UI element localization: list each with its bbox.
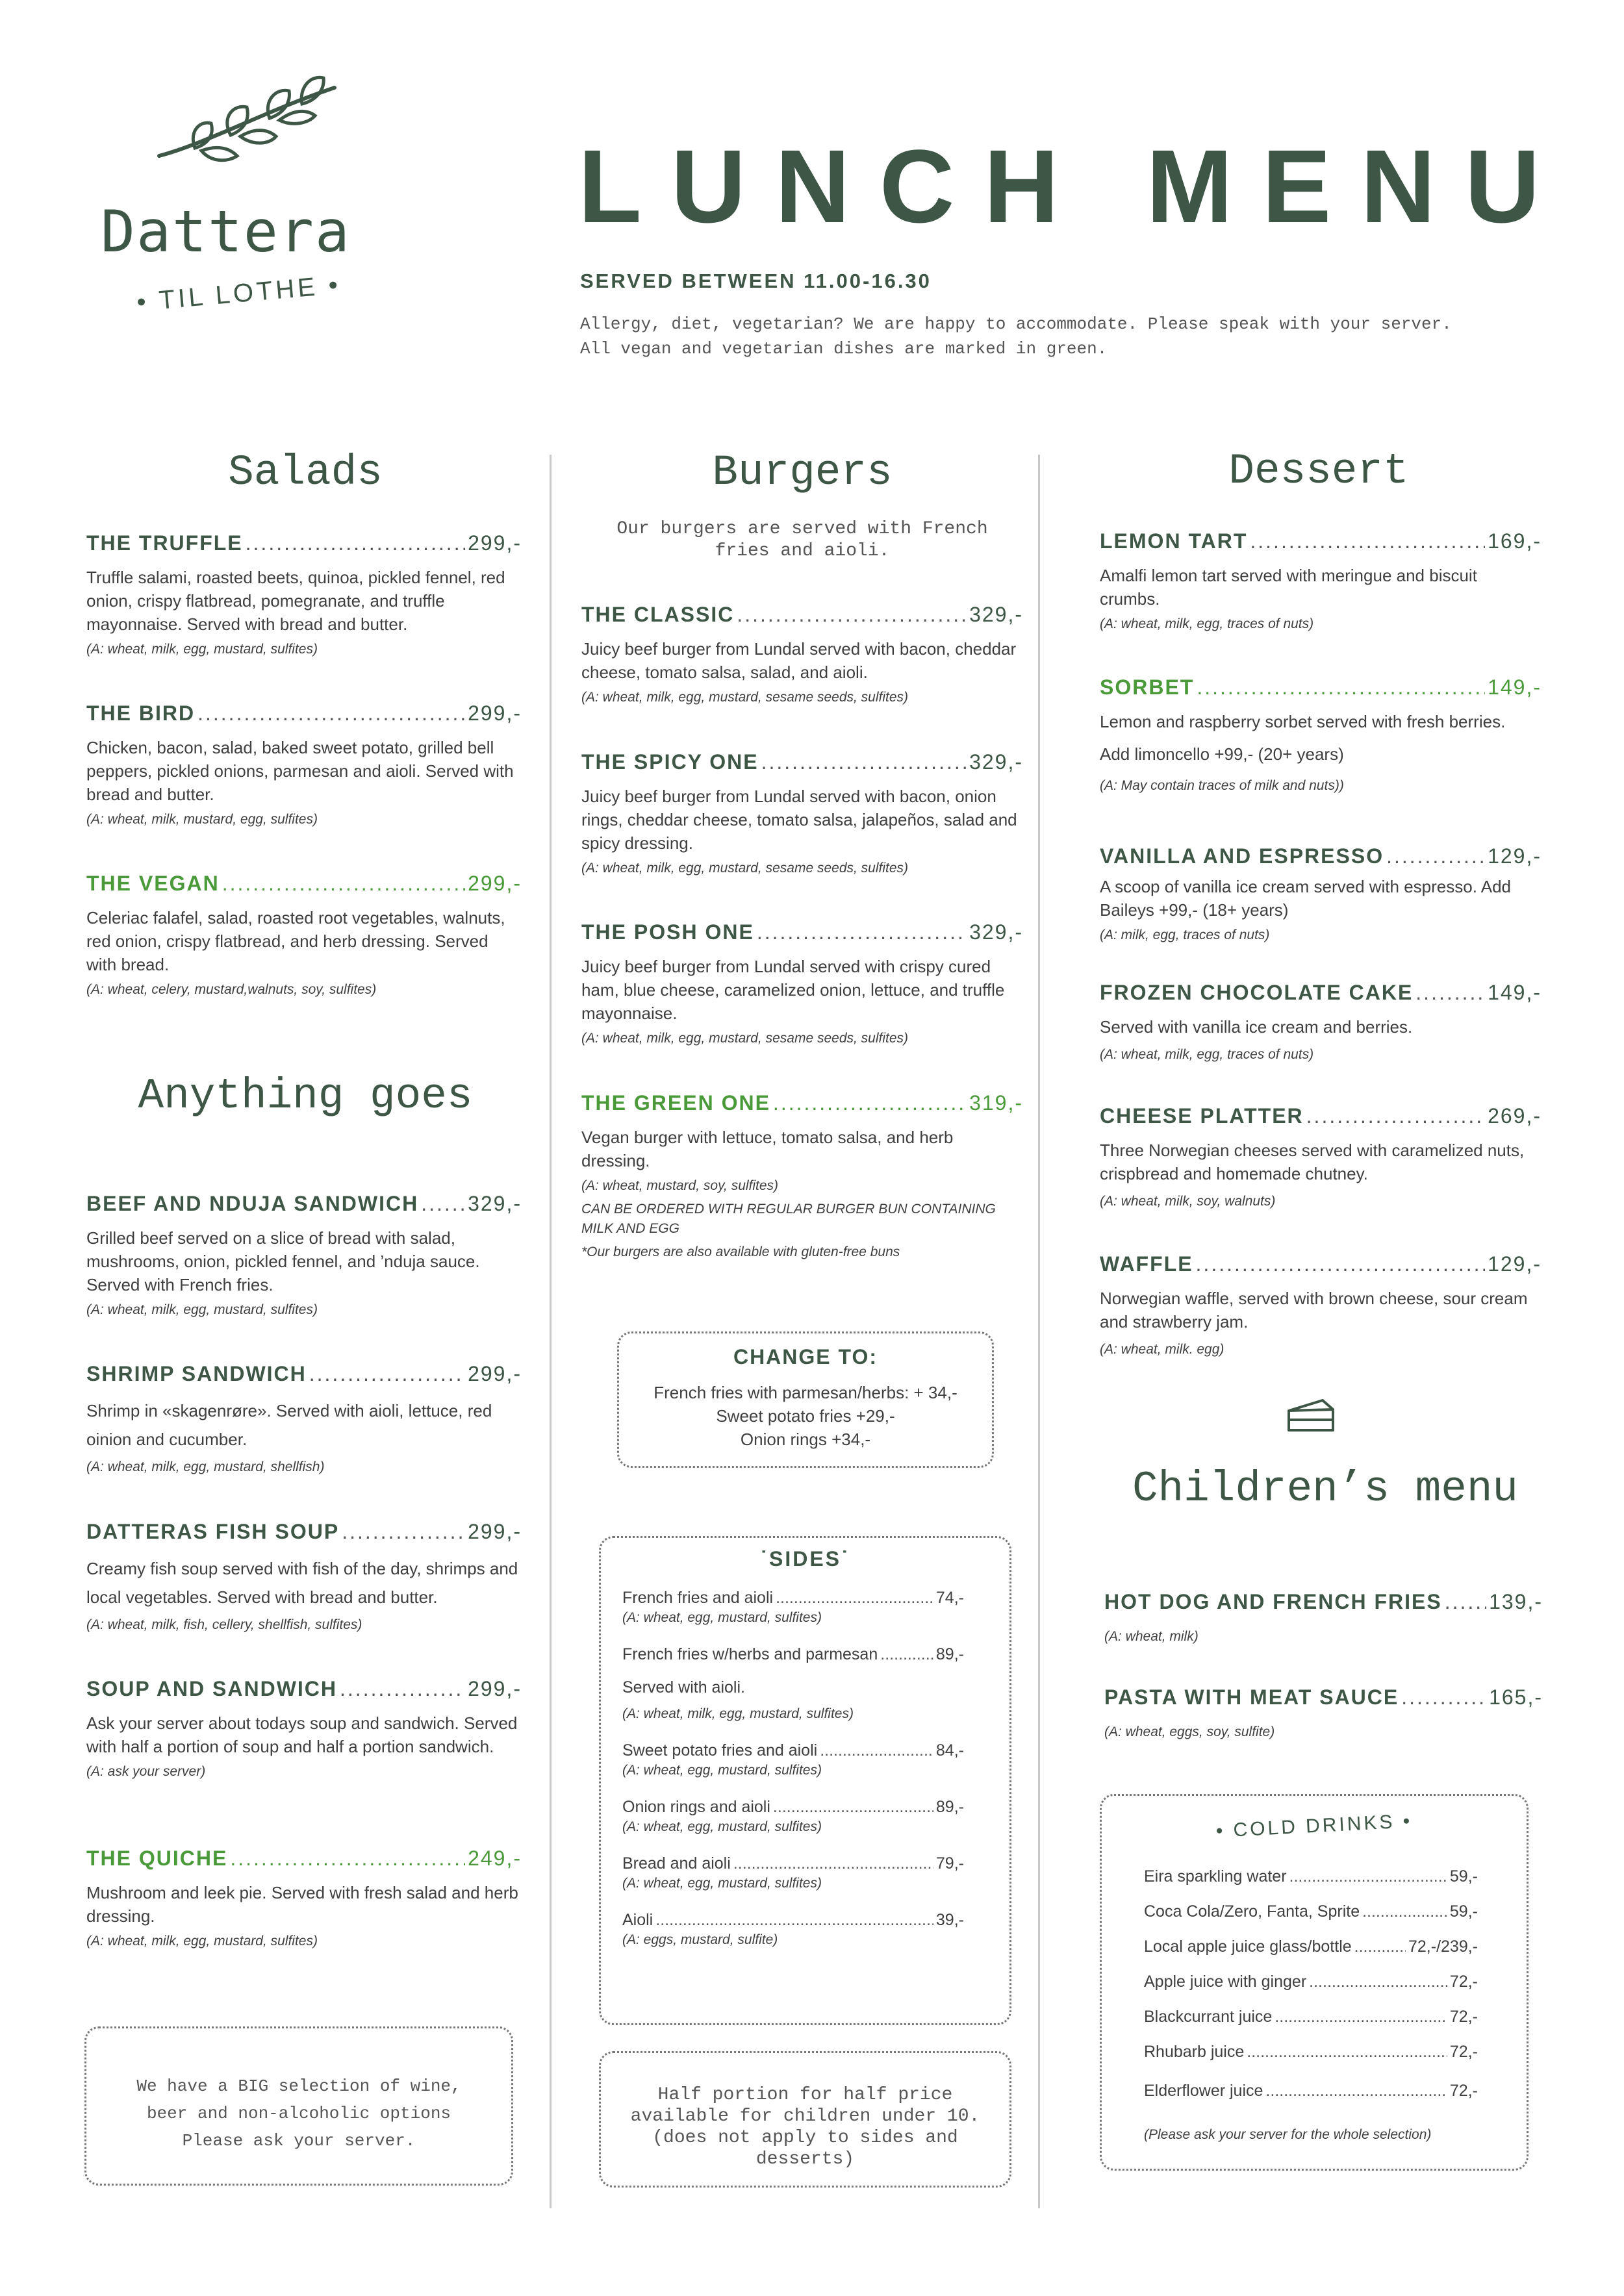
dot-leader bbox=[880, 1645, 933, 1664]
menu-item bbox=[86, 1677, 522, 1782]
wine-info-box bbox=[84, 2026, 513, 2186]
sides-title: ˙SIDES˙ bbox=[760, 1547, 850, 1571]
side-allergens: (A: wheat, egg, mustard, sulfites) bbox=[622, 1876, 822, 1891]
drink-row bbox=[1144, 2082, 1478, 2125]
drink-name: Elderflower juice bbox=[1144, 2082, 1263, 2100]
item-price: 149,- bbox=[1488, 675, 1542, 699]
item-allergens: (A: wheat, milk. egg) bbox=[1100, 1342, 1224, 1357]
drink-row bbox=[1144, 1867, 1478, 1902]
item-description: Three Norwegian cheeses served with caramelized nuts, crispbread and homemade chutney. bbox=[1100, 1141, 1525, 1183]
item-description: Vegan burger with lettuce, tomato salsa, and herb dressing. bbox=[581, 1128, 954, 1170]
menu-item-vegan bbox=[86, 872, 522, 1000]
item-name: THE CLASSIC bbox=[581, 603, 735, 626]
item-description: Lemon and raspberry sorbet served with fresh berries. bbox=[1100, 712, 1506, 731]
item-allergens: (A: wheat, milk, egg, mustard, sulfites) bbox=[86, 642, 318, 657]
side-extra: Served with aioli. bbox=[622, 1678, 745, 1697]
item-name: FROZEN CHOCOLATE CAKE bbox=[1100, 981, 1414, 1004]
drink-price: 72,- bbox=[1449, 2082, 1478, 2100]
item-name: THE TRUFFLE bbox=[86, 531, 243, 555]
drink-name: Local apple juice glass/bottle bbox=[1144, 1937, 1352, 1956]
dot-leader bbox=[1196, 1252, 1486, 1276]
dot-leader bbox=[773, 1091, 967, 1115]
item-price: 139,- bbox=[1489, 1590, 1543, 1613]
logo-branch-icon bbox=[149, 65, 344, 175]
menu-item bbox=[1100, 1104, 1542, 1211]
dot-leader bbox=[757, 920, 967, 944]
item-description: Mushroom and leek pie. Served with fresh salad and herb dressing. bbox=[86, 1883, 518, 1926]
wine-info-line-1: We have a BIG selection of wine, bbox=[136, 2076, 461, 2096]
item-price: 299,- bbox=[468, 1677, 522, 1700]
item-price: 169,- bbox=[1488, 529, 1542, 553]
item-name: THE POSH ONE bbox=[581, 920, 754, 944]
item-description: Norwegian waffle, served with brown cheese, sour cream and strawberry jam. bbox=[1100, 1289, 1528, 1331]
item-price: 149,- bbox=[1488, 981, 1542, 1004]
item-description: Juicy beef burger from Lundal served with crispy cured ham, blue cheese, caramelized onion, lettuce, and truffle mayonnaise. bbox=[581, 957, 1005, 1023]
item-name: LEMON TART bbox=[1100, 529, 1248, 553]
cold-drinks-box bbox=[1100, 1794, 1529, 2171]
allergy-line-2: All vegan and vegetarian dishes are marked in green. bbox=[580, 339, 1108, 359]
menu-item bbox=[1104, 1590, 1543, 1646]
dot-leader bbox=[197, 701, 465, 725]
side-item bbox=[622, 1589, 964, 1626]
section-heading-childrens-menu: Children’s menu bbox=[1132, 1465, 1519, 1513]
dot-leader bbox=[230, 1847, 465, 1871]
column-divider-right bbox=[1038, 455, 1040, 2208]
item-price: 299,- bbox=[468, 1362, 522, 1385]
item-note: *Our burgers are also available with gluten-free buns bbox=[581, 1244, 900, 1259]
drink-name: Apple juice with ginger bbox=[1144, 1973, 1307, 1991]
item-name: THE GREEN ONE bbox=[581, 1091, 770, 1115]
menu-item bbox=[1104, 1685, 1543, 1742]
menu-item bbox=[86, 1362, 522, 1477]
dot-leader bbox=[1275, 2008, 1447, 2026]
dot-leader bbox=[342, 1520, 465, 1544]
item-allergens: (A: wheat, milk, egg, mustard, sulfites) bbox=[86, 1934, 318, 1949]
dot-leader bbox=[655, 1911, 933, 1930]
side-allergens: (A: wheat, egg, mustard, sulfites) bbox=[622, 1763, 822, 1778]
section-heading-burgers: Burgers bbox=[712, 448, 893, 497]
item-name: SORBET bbox=[1100, 675, 1195, 699]
side-allergens: (A: wheat, egg, mustard, sulfites) bbox=[622, 1610, 822, 1625]
item-allergens: (A: wheat, milk, egg, mustard, sesame seeds, sulfites) bbox=[581, 1031, 909, 1046]
item-name: CHEESE PLATTER bbox=[1100, 1104, 1304, 1128]
menu-item bbox=[86, 701, 522, 829]
side-name: Onion rings and aioli bbox=[622, 1798, 770, 1816]
item-name: HOT DOG AND FRENCH FRIES bbox=[1104, 1590, 1442, 1613]
change-to-line-1: French fries with parmesan/herbs: + 34,- bbox=[653, 1383, 958, 1402]
menu-item bbox=[581, 920, 1023, 1048]
drink-row bbox=[1144, 2008, 1478, 2043]
brand-subtitle: • TIL LOTHE • bbox=[135, 270, 342, 317]
item-allergens: (A: wheat, milk, egg, mustard, sesame seeds, sulfites) bbox=[581, 861, 909, 876]
drink-row bbox=[1144, 1937, 1478, 1973]
column-divider-left bbox=[550, 455, 552, 2208]
drink-row bbox=[1144, 2043, 1478, 2082]
wine-info-line-2: beer and non-alcoholic options bbox=[146, 2104, 451, 2123]
item-price: 299,- bbox=[468, 701, 522, 725]
side-name: French fries and aioli bbox=[622, 1589, 774, 1607]
item-price: 319,- bbox=[969, 1091, 1023, 1115]
side-price: 74,- bbox=[935, 1589, 964, 1607]
dot-leader bbox=[737, 603, 967, 627]
dot-leader bbox=[1415, 981, 1485, 1005]
menu-item bbox=[86, 1520, 522, 1635]
dot-leader bbox=[1197, 675, 1485, 700]
menu-item bbox=[1100, 1252, 1542, 1359]
drink-price: 72,- bbox=[1449, 2008, 1478, 2026]
side-name: Aioli bbox=[622, 1911, 653, 1929]
side-item bbox=[622, 1645, 964, 1722]
dot-leader bbox=[1289, 1867, 1447, 1886]
cold-drinks-title: • COLD DRINKS • bbox=[1215, 1810, 1413, 1842]
item-allergens: (A: wheat, eggs, soy, sulfite) bbox=[1104, 1724, 1275, 1739]
item-price: 129,- bbox=[1488, 1252, 1542, 1276]
item-name: VANILLA AND ESPRESSO bbox=[1100, 844, 1384, 868]
side-allergens: (A: wheat, egg, mustard, sulfites) bbox=[622, 1819, 822, 1834]
item-allergens: (A: wheat, mustard, soy, sulfites) bbox=[581, 1178, 779, 1193]
item-description: Chicken, bacon, salad, baked sweet potato, grilled bell peppers, pickled onions, parmesan and aioli. Served with bread and butter. bbox=[86, 738, 514, 804]
dot-leader bbox=[421, 1192, 465, 1216]
item-name: SHRIMP SANDWICH bbox=[86, 1362, 307, 1385]
item-allergens: (A: wheat, milk, egg, traces of nuts) bbox=[1100, 1047, 1314, 1062]
change-to-title: CHANGE TO: bbox=[733, 1345, 878, 1369]
dot-leader bbox=[773, 1798, 933, 1817]
drink-price: 59,- bbox=[1449, 1867, 1478, 1886]
item-allergens: (A: wheat, milk, egg, mustard, shellfish) bbox=[86, 1459, 325, 1474]
allergy-note bbox=[580, 312, 1452, 361]
side-item bbox=[622, 1854, 964, 1891]
item-price: 329,- bbox=[468, 1192, 522, 1215]
side-price: 39,- bbox=[935, 1911, 964, 1929]
dot-leader bbox=[733, 1854, 933, 1873]
menu-item bbox=[1100, 529, 1542, 634]
dot-leader bbox=[340, 1677, 465, 1701]
item-price: 329,- bbox=[969, 920, 1023, 944]
side-name: Bread and aioli bbox=[622, 1854, 731, 1873]
menu-item bbox=[1100, 844, 1542, 945]
dot-leader bbox=[309, 1362, 465, 1386]
drink-name: Coca Cola/Zero, Fanta, Sprite bbox=[1144, 1902, 1360, 1921]
item-allergens: (A: wheat, milk) bbox=[1104, 1629, 1199, 1644]
item-name: DATTERAS FISH SOUP bbox=[86, 1520, 340, 1543]
dot-leader bbox=[1445, 1590, 1486, 1614]
drink-name: Eira sparkling water bbox=[1144, 1867, 1287, 1886]
burgers-intro: Our burgers are served with French fries and aioli. bbox=[616, 519, 988, 561]
drink-price: 72,-/239,- bbox=[1408, 1937, 1478, 1956]
menu-item-vegetarian bbox=[86, 1847, 522, 1951]
side-name: French fries w/herbs and parmesan bbox=[622, 1645, 878, 1663]
half-portion-line-1: Half portion for half price bbox=[657, 2085, 953, 2105]
side-name: Sweet potato fries and aioli bbox=[622, 1741, 818, 1760]
served-hours: SERVED BETWEEN 11.00-16.30 bbox=[580, 270, 932, 292]
side-allergens: (A: wheat, milk, egg, mustard, sulfites) bbox=[622, 1706, 854, 1721]
item-allergens: (A: wheat, milk, soy, walnuts) bbox=[1100, 1194, 1276, 1209]
side-price: 79,- bbox=[935, 1854, 964, 1873]
item-allergens: (A: wheat, celery, mustard,walnuts, soy, sulfites) bbox=[86, 982, 377, 997]
change-to-box bbox=[617, 1331, 994, 1468]
brand-name: Dattera bbox=[101, 198, 351, 265]
item-allergens: (A: wheat, milk, egg, mustard, sesame seeds, sulfites) bbox=[581, 690, 909, 705]
menu-item-vegan bbox=[581, 1091, 1023, 1262]
side-price: 84,- bbox=[935, 1741, 964, 1760]
item-name: SOUP AND SANDWICH bbox=[86, 1677, 338, 1700]
side-allergens: (A: eggs, mustard, sulfite) bbox=[622, 1932, 778, 1947]
side-price: 89,- bbox=[935, 1645, 964, 1663]
item-description: A scoop of vanilla ice cream served with espresso. Add Baileys +99,- (18+ years) bbox=[1100, 877, 1511, 920]
menu-item bbox=[86, 1192, 522, 1320]
drink-price: 59,- bbox=[1449, 1902, 1478, 1921]
item-name: THE BIRD bbox=[86, 701, 196, 725]
menu-item-vegan bbox=[1100, 675, 1542, 796]
item-price: 249,- bbox=[468, 1847, 522, 1870]
side-price: 89,- bbox=[935, 1798, 964, 1816]
item-name: BEEF AND NDUJA SANDWICH bbox=[86, 1192, 419, 1215]
item-price: 299,- bbox=[468, 1520, 522, 1543]
half-portion-line-3: (does not apply to sides and bbox=[652, 2128, 958, 2148]
item-name: THE QUICHE bbox=[86, 1847, 228, 1870]
section-heading-salads: Salads bbox=[228, 448, 383, 497]
menu-item bbox=[86, 531, 522, 659]
wine-info-line-3: Please ask your server. bbox=[182, 2131, 416, 2151]
dot-leader bbox=[1362, 1902, 1447, 1921]
item-allergens: (A: ask your server) bbox=[86, 1764, 206, 1779]
dot-leader bbox=[1247, 2043, 1447, 2062]
half-portion-box bbox=[599, 2051, 1011, 2188]
drink-price: 72,- bbox=[1449, 1973, 1478, 1991]
menu-item bbox=[581, 603, 1023, 707]
item-allergens: (A: wheat, milk, mustard, egg, sulfites) bbox=[86, 812, 318, 827]
dot-leader bbox=[1306, 1104, 1485, 1128]
item-allergens: (A: milk, egg, traces of nuts) bbox=[1100, 927, 1270, 942]
item-description: Truffle salami, roasted beets, quinoa, pickled fennel, red onion, crispy flatbread, pomegranate, and truffle mayonnaise. Served with bread and butter. bbox=[86, 568, 505, 634]
dot-leader bbox=[1309, 1973, 1447, 1991]
drink-row bbox=[1144, 1902, 1478, 1937]
half-portion-line-2: available for children under 10. bbox=[630, 2106, 980, 2126]
item-description: Creamy fish soup served with fish of the day, shrimps and local vegetables. Served with bread and butter. bbox=[86, 1559, 518, 1607]
change-to-line-3: Onion rings +34,- bbox=[740, 1430, 871, 1449]
dot-leader bbox=[222, 872, 465, 896]
item-price: 129,- bbox=[1488, 844, 1542, 868]
drink-name: Blackcurrant juice bbox=[1144, 2008, 1273, 2026]
side-item bbox=[622, 1798, 964, 1835]
item-allergens: (A: wheat, milk, egg, traces of nuts) bbox=[1100, 616, 1314, 631]
item-price: 299,- bbox=[468, 531, 522, 555]
item-price: 165,- bbox=[1489, 1685, 1543, 1709]
menu-item bbox=[581, 750, 1023, 878]
dot-leader bbox=[1401, 1685, 1486, 1709]
drink-row bbox=[1144, 1973, 1478, 2008]
item-price: 299,- bbox=[468, 872, 522, 895]
drink-name: Rhubarb juice bbox=[1144, 2043, 1245, 2061]
change-to-line-2: Sweet potato fries +29,- bbox=[716, 1406, 895, 1426]
item-name: THE VEGAN bbox=[86, 872, 220, 895]
item-name: THE SPICY ONE bbox=[581, 750, 759, 774]
drink-price: 72,- bbox=[1449, 2043, 1478, 2061]
item-allergens: (A: May contain traces of milk and nuts)) bbox=[1100, 778, 1344, 793]
item-description: Juicy beef burger from Lundal served with bacon, onion rings, cheddar cheese, tomato salsa, jalapeños, salad and spicy dressing. bbox=[581, 787, 1017, 853]
half-portion-line-4: desserts) bbox=[755, 2149, 855, 2169]
item-price: 269,- bbox=[1488, 1104, 1542, 1128]
cold-drinks-note: (Please ask your server for the whole selection) bbox=[1144, 2127, 1432, 2142]
section-heading-anything-goes: Anything goes bbox=[138, 1072, 473, 1120]
dot-leader bbox=[776, 1589, 933, 1608]
item-allergens: (A: wheat, milk, egg, mustard, sulfites) bbox=[86, 1302, 318, 1317]
dot-leader bbox=[246, 531, 465, 555]
item-description: Served with vanilla ice cream and berries. bbox=[1100, 1017, 1413, 1037]
item-description: Grilled beef served on a slice of bread with salad, mushrooms, onion, pickled fennel, and ’nduja sauce. Served with French fries. bbox=[86, 1228, 480, 1294]
item-extra: Add limoncello +99,- (20+ years) bbox=[1100, 744, 1344, 764]
side-item bbox=[622, 1911, 964, 1948]
item-description: Shrimp in «skagenrøre». Served with aioli, lettuce, red oinion and cucumber. bbox=[86, 1401, 492, 1449]
side-item bbox=[622, 1741, 964, 1778]
item-description: Amalfi lemon tart served with meringue and biscuit crumbs. bbox=[1100, 566, 1477, 609]
dot-leader bbox=[1250, 529, 1485, 553]
item-description: Ask your server about todays soup and sandwich. Served with half a portion of soup and half a portion sandwich. bbox=[86, 1713, 518, 1756]
sides-box bbox=[599, 1536, 1011, 2025]
dot-leader bbox=[1386, 844, 1485, 868]
item-name: PASTA WITH MEAT SAUCE bbox=[1104, 1685, 1399, 1709]
cake-slice-icon bbox=[1285, 1396, 1337, 1435]
page-title: LUNCH MENU bbox=[578, 128, 1569, 244]
dot-leader bbox=[761, 750, 967, 774]
item-description: Juicy beef burger from Lundal served with bacon, cheddar cheese, tomato salsa, salad, and aioli. bbox=[581, 639, 1017, 682]
dot-leader bbox=[1354, 1937, 1406, 1956]
section-heading-dessert: Dessert bbox=[1228, 447, 1409, 496]
allergy-line-1: Allergy, diet, vegetarian? We are happy to accommodate. Please speak with your server. bbox=[580, 314, 1452, 334]
item-price: 329,- bbox=[969, 603, 1023, 626]
item-name: WAFFLE bbox=[1100, 1252, 1193, 1276]
menu-item bbox=[1100, 981, 1542, 1065]
item-description: Celeriac falafel, salad, roasted root vegetables, walnuts, red onion, crispy flatbread, and herb dressing. Served with bread. bbox=[86, 908, 505, 974]
dot-leader bbox=[1265, 2082, 1447, 2100]
item-allergens: (A: wheat, milk, fish, cellery, shellfish, sulfites) bbox=[86, 1617, 362, 1632]
dot-leader bbox=[820, 1741, 933, 1760]
item-price: 329,- bbox=[969, 750, 1023, 774]
item-note: CAN BE ORDERED WITH REGULAR BURGER BUN CONTAINING MILK AND EGG bbox=[581, 1202, 996, 1236]
